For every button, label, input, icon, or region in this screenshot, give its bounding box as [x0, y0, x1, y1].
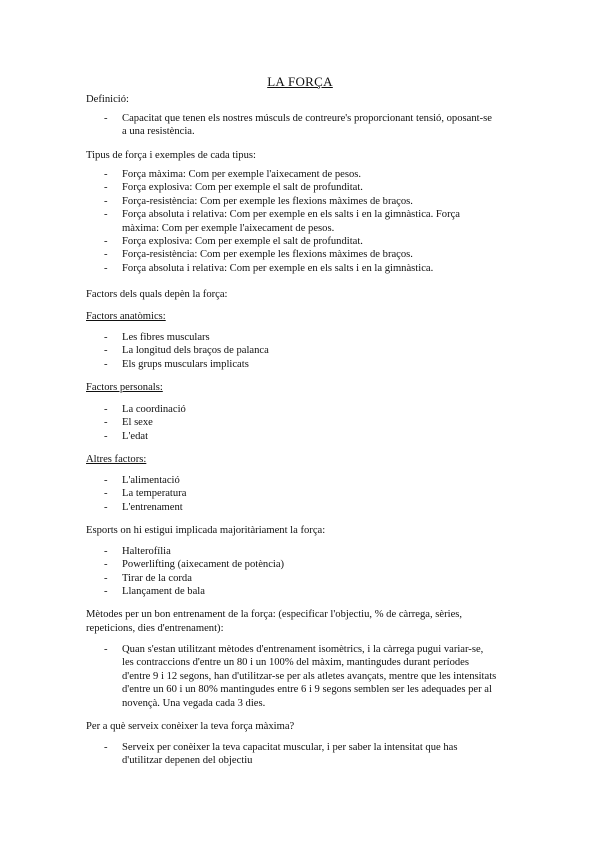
other-heading: Altres factors: — [86, 454, 147, 465]
list-item: - L'edat — [104, 430, 524, 443]
anatomic-list — [104, 331, 524, 371]
factors-intro: Factors dels quals depèn la força: — [86, 289, 228, 300]
list-item-line: - Quan s'estan utilitzant mètodes d'entrenament isomètrics, i la càrrega pugui variar-se, — [122, 644, 484, 655]
list-item-line: - Serveix per conèixer la teva capacitat muscular, i per saber la intensitat que has — [122, 742, 458, 753]
definition-heading: Definició: — [86, 94, 129, 105]
list-item: - Les fibres musculars — [104, 331, 524, 344]
list-item: - Força màxima: Com per exemple l'aixecament de pesos. — [104, 168, 524, 181]
list-item: - Força explosiva: Com per exemple el salt de profunditat. — [104, 181, 524, 194]
list-item — [104, 741, 524, 768]
list-item-line: - Força absoluta i relativa: Com per exemple en els salts i en la gimnàstica. Força — [122, 209, 461, 221]
list-item: - Força explosiva: Com per exemple el salt de profunditat. — [104, 235, 524, 248]
other-list — [104, 474, 524, 514]
list-item-line: novençà. Una vegada cada 3 dies. — [122, 697, 266, 709]
types-list — [104, 168, 524, 275]
personal-heading: Factors personals: — [86, 382, 163, 393]
list-item-line: les contraccions d'entre un 80 i un 100% del màxim, mantingudes durant períodes — [122, 657, 470, 669]
list-item — [104, 208, 524, 235]
list-item — [104, 112, 524, 139]
list-item: - Els grups musculars implicats — [104, 358, 524, 371]
list-item-line: d'entre un 60 i un 80% mantingudes entre 6 i 9 segons semblen ser les adequades per al — [122, 684, 492, 696]
methods-heading-line2: repeticions, dies d'entrenament): — [86, 623, 224, 634]
list-item: - Tirar de la corda — [104, 572, 524, 585]
page-title: LA FORÇA — [267, 74, 333, 89]
list-item: - Llançament de bala — [104, 585, 524, 598]
list-item-line: a una resistència. — [122, 126, 195, 138]
list-item-line: màxima: Com per exemple l'aixecament de pesos. — [122, 222, 335, 234]
list-item-line: d'entre 9 i 12 segons, han d'utilitzar-se per als atletes avançats, mentre que les intensitats — [122, 670, 497, 682]
list-item-line: d'utilitzar depenen del objectiu — [122, 755, 253, 767]
list-item: - Força absoluta i relativa: Com per exemple en els salts i en la gimnàstica. — [104, 262, 524, 275]
list-item — [104, 643, 524, 710]
list-item: - La coordinació — [104, 403, 524, 416]
list-item: - Halterofília — [104, 545, 524, 558]
list-item: - La temperatura — [104, 487, 524, 500]
why-list — [104, 741, 524, 768]
personal-list — [104, 403, 524, 443]
types-heading: Tipus de força i exemples de cada tipus: — [86, 150, 256, 161]
list-item: - L'alimentació — [104, 474, 524, 487]
list-item: - Força-resistència: Com per exemple les flexions màximes de braços. — [104, 195, 524, 208]
sports-list — [104, 545, 524, 599]
anatomic-heading: Factors anatòmics: — [86, 311, 166, 322]
sports-heading: Esports on hi estigui implicada majoritàriament la força: — [86, 525, 326, 536]
why-heading: Per a què serveix conèixer la teva força màxima? — [86, 721, 295, 732]
methods-list — [104, 643, 524, 710]
list-item: - L'entrenament — [104, 501, 524, 514]
list-item: - El sexe — [104, 416, 524, 429]
definition-list — [104, 112, 524, 139]
list-item-line: - Capacitat que tenen els nostres músculs de contreure's proporcionant tensió, oposant-se — [122, 113, 492, 124]
methods-heading-line1: Mètodes per un bon entrenament de la força: (especificar l'objectiu, % de càrrega, sèries, — [86, 609, 463, 620]
list-item: - La longitud dels braços de palanca — [104, 344, 524, 357]
list-item: - Powerlifting (aixecament de potència) — [104, 558, 524, 571]
list-item: - Força-resistència: Com per exemple les flexions màximes de braços. — [104, 248, 524, 261]
